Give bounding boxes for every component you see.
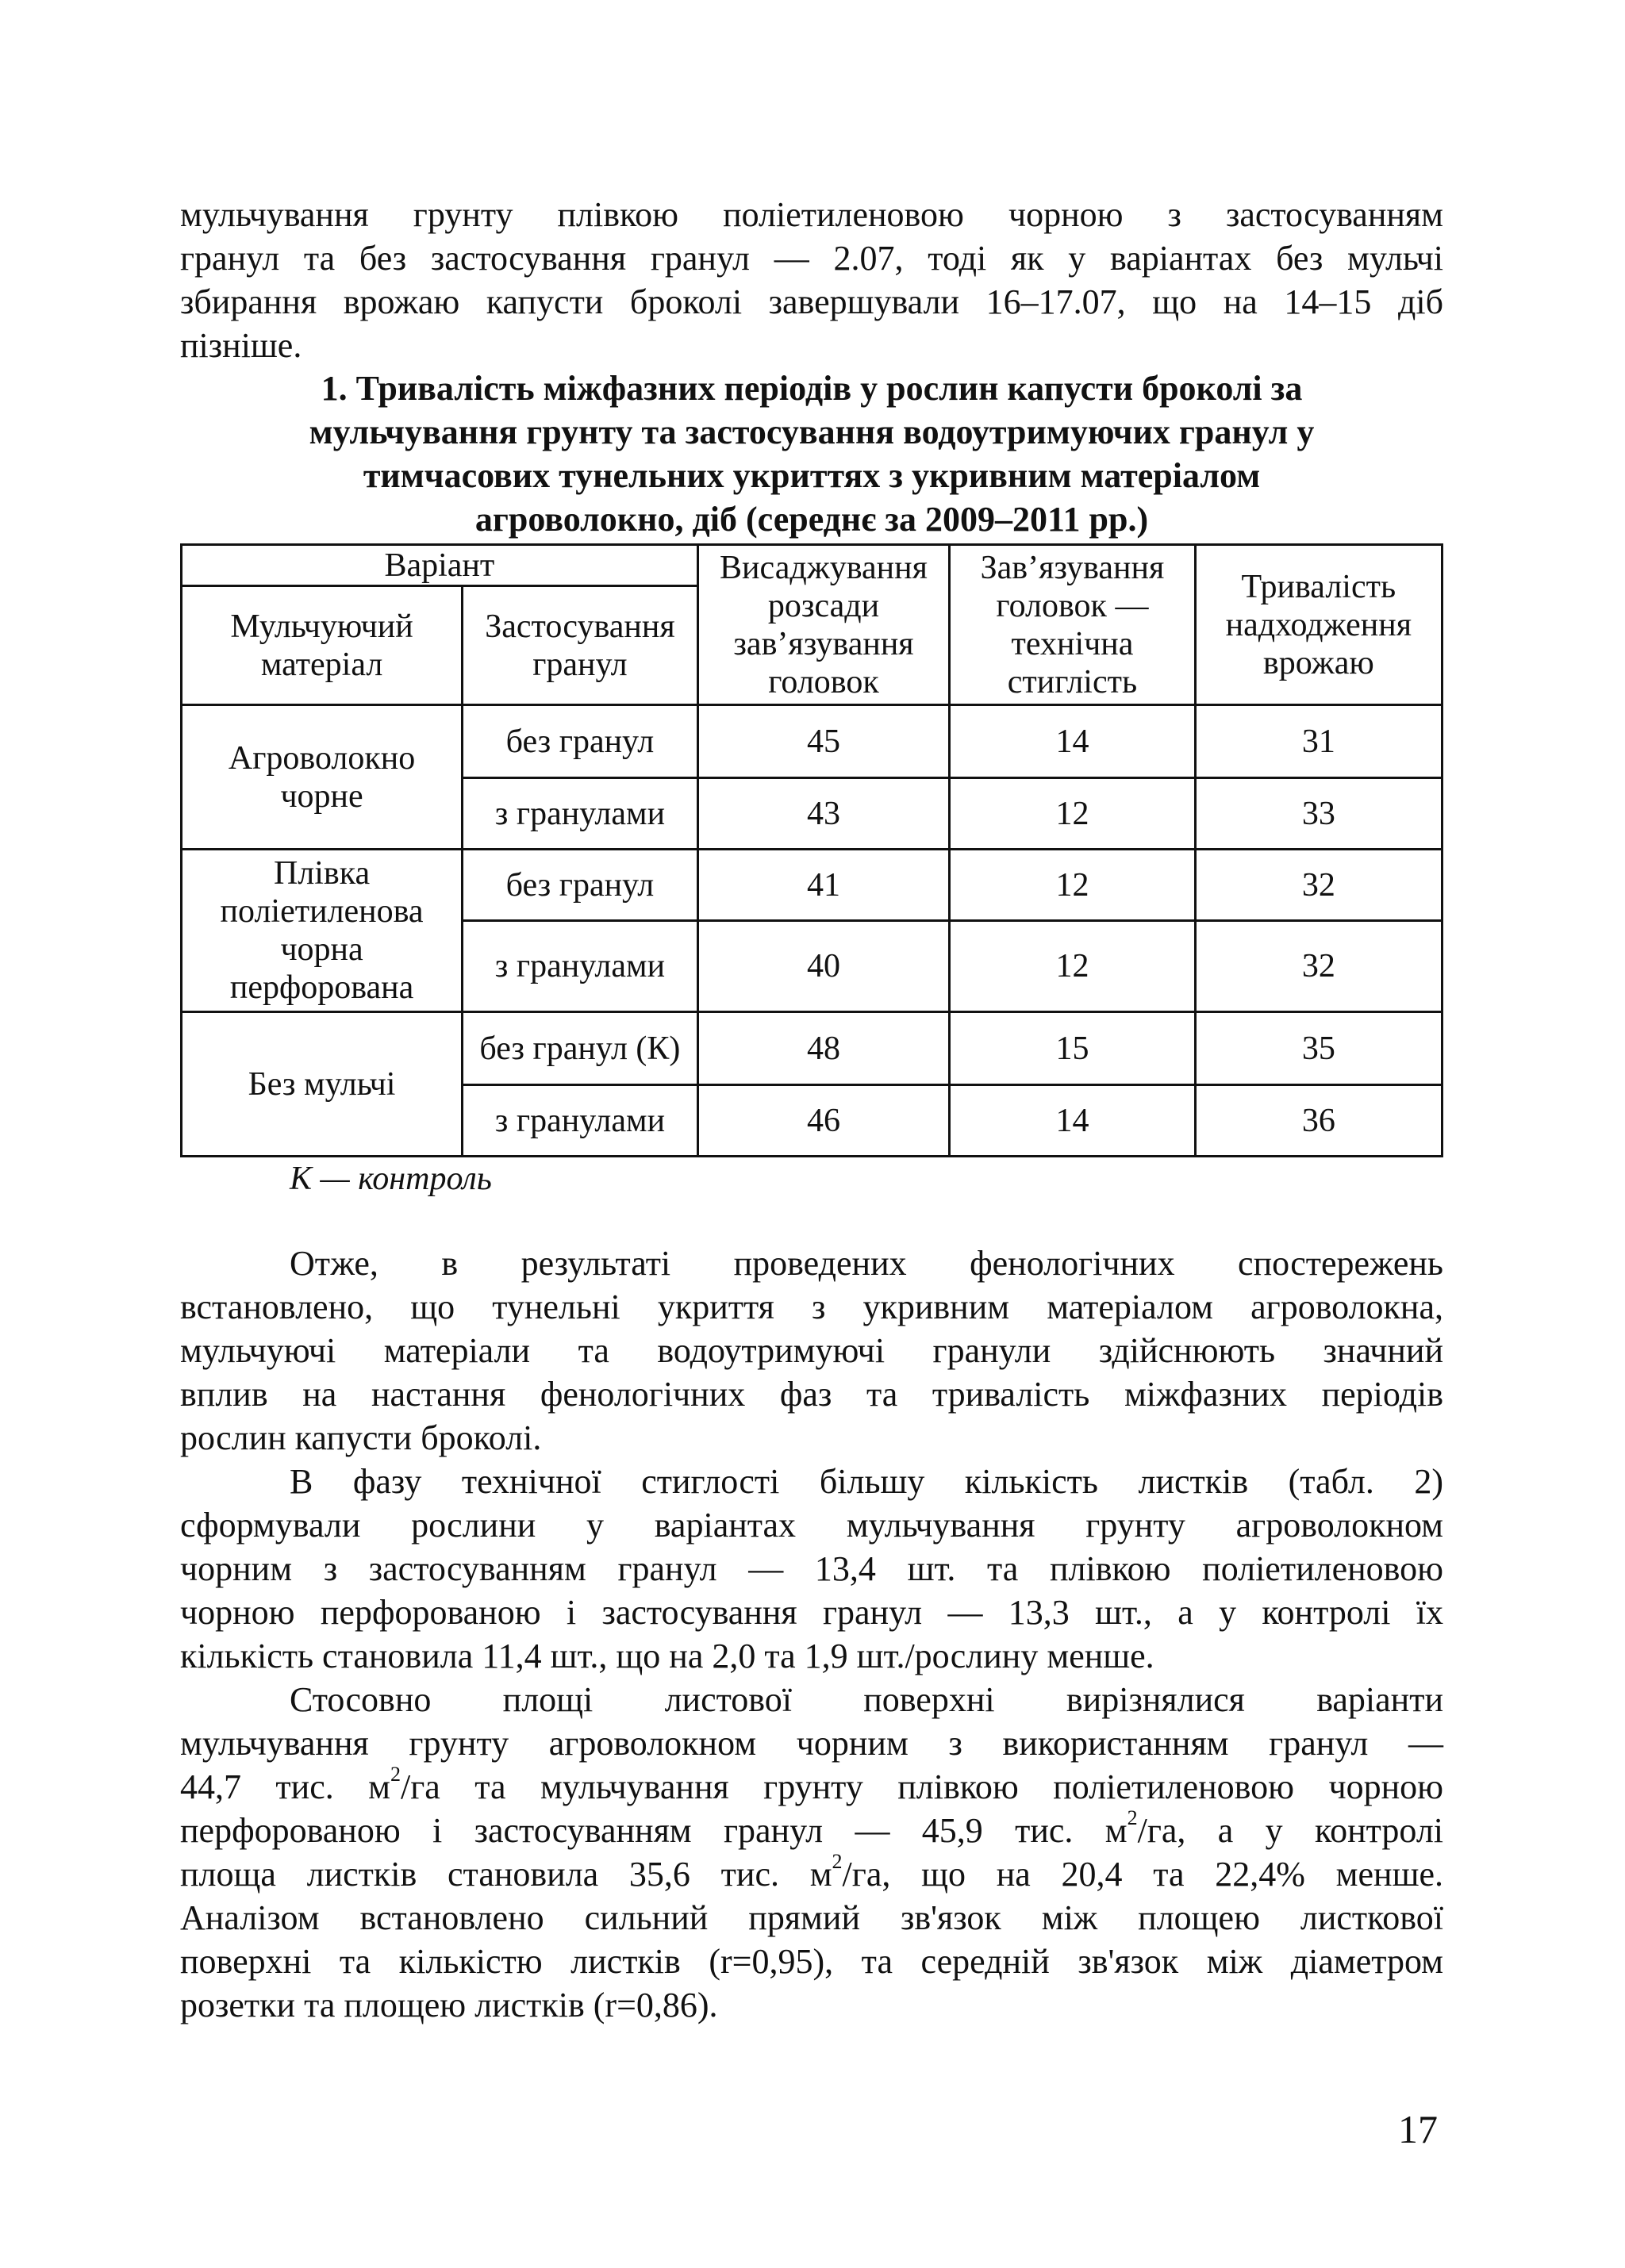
text-line: вплив на настання фенологічних фаз та тривалість міжфазних періодів	[180, 1375, 1443, 1414]
text-line	[180, 1806, 1444, 1852]
header-variant: Варіант	[182, 545, 698, 586]
value-cell: 12	[950, 778, 1195, 850]
text-line: чорним з застосуванням гранул — 13,4 шт. та плівкою поліетиленовою	[180, 1549, 1443, 1588]
text-line	[180, 1852, 1443, 1896]
value-cell: 48	[697, 1012, 950, 1085]
text-line	[180, 1765, 1443, 1809]
title-line: 1. Тривалість міжфазних періодів у рослин капусти броколі за	[321, 369, 1303, 408]
text-fragment: /га та мульчування грунту плівкою поліетиленовою чорною	[401, 1767, 1444, 1806]
header-granules: Застосування гранул	[463, 586, 698, 705]
granules-cell: з гранулами	[463, 778, 698, 850]
leaf-count-paragraph	[180, 1460, 1443, 1678]
material-cell: Без мульчі	[182, 1012, 463, 1157]
granules-cell: без гранул	[463, 850, 698, 921]
text-line: Аналізом встановлено сильний прямий зв'язок між площею листкової	[180, 1898, 1443, 1937]
material-cell: Агроволокно чорне	[182, 705, 463, 850]
superscript: 2	[1127, 1806, 1138, 1830]
value-cell: 14	[950, 705, 1195, 778]
table-title	[180, 366, 1443, 541]
text-fragment: 44,7 тис. м	[180, 1767, 391, 1806]
granules-cell: без гранул (К)	[463, 1012, 698, 1085]
value-cell: 32	[1195, 921, 1442, 1012]
text-line: гранул та без застосування гранул — 2.07, тоді як у варіантах без мульчі	[180, 239, 1443, 278]
header-col1: Висаджування розсади зав’язування головок	[697, 545, 950, 705]
data-table	[180, 543, 1443, 1157]
text-fragment: /га, а у контролі	[1137, 1811, 1444, 1850]
table-note: К — контроль	[290, 1161, 492, 1197]
value-cell: 35	[1195, 1012, 1442, 1085]
value-cell: 40	[697, 921, 950, 1012]
table-header-row	[182, 545, 1443, 586]
material-cell: Плівка поліетиленова чорна перфорована	[182, 850, 463, 1012]
value-cell: 32	[1195, 850, 1442, 921]
value-cell: 15	[950, 1012, 1195, 1085]
text-line: пізніше.	[180, 326, 302, 365]
granules-cell: з гранулами	[463, 921, 698, 1012]
text-line: мульчування грунту плівкою поліетиленовою чорною з застосуванням	[180, 195, 1443, 234]
text-line: кількість становила 11,4 шт., що на 2,0 та 1,9 шт./рослину менше.	[180, 1637, 1154, 1675]
title-line: агроволокно, діб (середнє за 2009–2011 рр.)	[474, 500, 1149, 539]
text-line: В фазу технічної стиглості більшу кількість листків (табл. 2)	[290, 1462, 1443, 1501]
granules-cell: без гранул	[463, 705, 698, 778]
table-row	[182, 1012, 1443, 1085]
header-mulch-material: Мульчуючий матеріал	[182, 586, 463, 705]
text-line: сформували рослини у варіантах мульчування грунту агроволокном	[180, 1506, 1443, 1545]
granules-cell: з гранулами	[463, 1085, 698, 1157]
header-col3: Тривалість надходження врожаю	[1195, 545, 1442, 705]
superscript: 2	[390, 1763, 401, 1786]
value-cell: 12	[950, 921, 1195, 1012]
text-line: поверхні та кількістю листків (r=0,95), та середній зв'язок між діаметром	[180, 1942, 1443, 1981]
conclusion-paragraph	[180, 1241, 1443, 1460]
leaf-area-paragraph	[180, 1678, 1443, 2027]
text-line: збирання врожаю капусти броколі завершували 16–17.07, що на 14–15 діб	[180, 282, 1443, 321]
text-line: Отже, в результаті проведених фенологічних спостережень	[290, 1244, 1443, 1283]
text-line: мульчування грунту агроволокном чорним з використанням гранул —	[180, 1724, 1443, 1763]
text-line: розетки та площею листків (r=0,86).	[180, 1986, 718, 2024]
table-row	[182, 850, 1443, 921]
superscript: 2	[832, 1850, 843, 1874]
value-cell: 45	[697, 705, 950, 778]
text-fragment: перфорованою і застосуванням гранул — 45,9 тис. м	[180, 1811, 1128, 1850]
page-number: 17	[1398, 2107, 1438, 2151]
value-cell: 12	[950, 850, 1195, 921]
text-fragment: площа листків становила 35,6 тис. м	[180, 1855, 832, 1894]
text-line: Стосовно площі листової поверхні вирізнялися варіанти	[290, 1680, 1443, 1719]
value-cell: 14	[950, 1085, 1195, 1157]
text-line: встановлено, що тунельні укриття з укривним матеріалом агроволокна,	[180, 1288, 1443, 1326]
text-fragment: /га, що на 20,4 та 22,4% менше.	[842, 1855, 1443, 1894]
value-cell: 41	[697, 850, 950, 921]
title-line: мульчування грунту та застосування водоутримуючих гранул у	[309, 413, 1315, 451]
value-cell: 33	[1195, 778, 1442, 850]
value-cell: 43	[697, 778, 950, 850]
value-cell: 31	[1195, 705, 1442, 778]
value-cell: 36	[1195, 1085, 1442, 1157]
header-col2: Зав’язування головок — технічна стиглість	[950, 545, 1195, 705]
text-line: мульчуючі матеріали та водоутримуючі гранули здійснюють значний	[180, 1331, 1443, 1370]
table-row	[182, 705, 1443, 778]
intro-paragraph	[180, 193, 1443, 367]
value-cell: 46	[697, 1085, 950, 1157]
text-line: рослин капусти броколі.	[180, 1418, 542, 1457]
title-line: тимчасових тунельних укриттях з укривним матеріалом	[363, 456, 1261, 495]
text-line: чорною перфорованою і застосування гранул — 13,3 шт., а у контролі їх	[180, 1593, 1443, 1632]
